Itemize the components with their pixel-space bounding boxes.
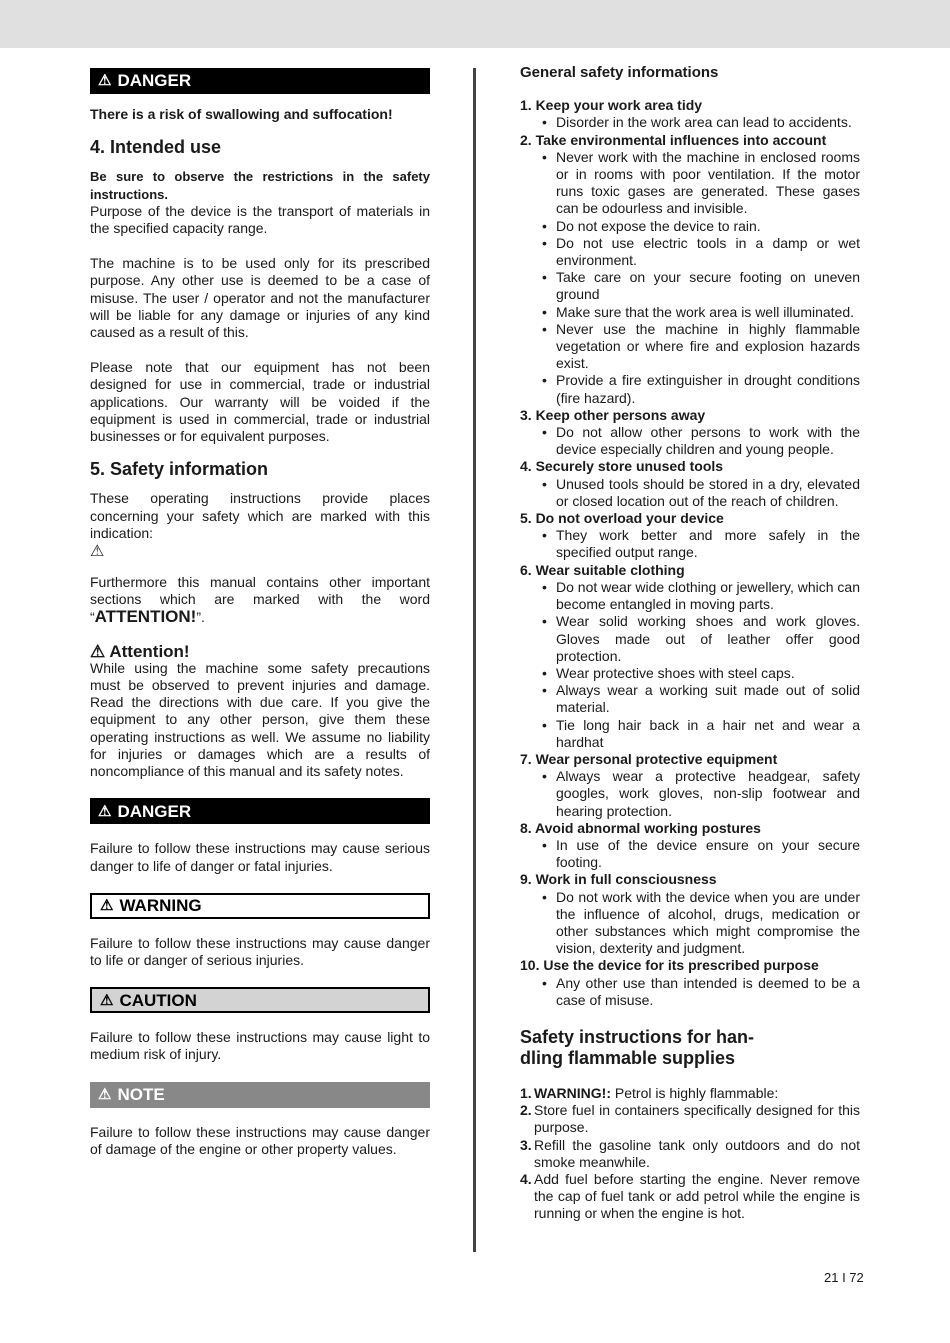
bullet-item: • Always wear a protective headgear, safety googles, work gloves, non-slip footwear and hearing protection. [556, 768, 860, 820]
warning-triangle-icon: ⚠ [98, 72, 112, 90]
bullet-item: • Never use the machine in highly flammable vegetation or where fire and explosion hazards exist. [556, 321, 860, 373]
bullet-item: • Do not allow other persons to work with the device especially children and young people. [556, 424, 860, 458]
danger-box [90, 798, 430, 824]
bullet-item: • They work better and more safely in the specified output range. [556, 527, 860, 561]
section-title-safety-information: 5. Safety information [90, 459, 269, 480]
bullet-item: • Do not wear wide clothing or jewellery, which can become entangled in moving parts. [556, 579, 860, 613]
note-description: Failure to follow these instructions may cause danger of damage of the engine or other property values. [90, 1123, 430, 1157]
list-item-title: 5. Do not overload your device [520, 510, 724, 527]
bullet-list [520, 889, 860, 958]
intended-paragraph-2: The machine is to be used only for its prescribed purpose. Any other use is deemed to be a case of misuse. The user / operator and not the manufacturer will be liable for any damage or injuries of any kind caused as a result of this. [90, 255, 430, 341]
danger-label: DANGER [117, 801, 192, 821]
bullet-list [520, 579, 860, 751]
bullet-item: • Unused tools should be stored in a dry, elevated or closed location out of the reach of children. [556, 476, 860, 510]
note-label: NOTE [117, 1084, 165, 1104]
caution-label: CAUTION [119, 990, 197, 1010]
warning-box [90, 893, 430, 919]
attention-heading: ⚠ Attention! [90, 641, 190, 661]
warning-triangle-icon: ⚠ [90, 543, 105, 561]
danger-label: DANGER [117, 71, 192, 91]
bullet-item: • Disorder in the work area can lead to accidents. [556, 114, 860, 131]
page-number: 21 I 72 [824, 1270, 864, 1285]
list-number: 1. [520, 1084, 532, 1101]
danger-box [90, 68, 430, 94]
bullet-item: • Take care on your secure footing on uneven ground [556, 269, 860, 303]
intended-paragraph-1: Purpose of the device is the transport of materials in the specified capacity range. [90, 202, 430, 237]
bullet-item: • Do not use electric tools in a damp or wet environment. [556, 235, 860, 269]
bullet-list [520, 114, 860, 131]
general-safety-list [520, 97, 860, 1009]
list-item-title: 10. Use the device for its prescribed purpose [520, 957, 819, 974]
caution-box [90, 987, 430, 1013]
list-number: 4. [520, 1170, 532, 1187]
danger-text: There is a risk of swallowing and suffocation! [90, 106, 393, 122]
right-column [520, 64, 860, 1223]
bullet-item: • Wear solid working shoes and work gloves. Gloves made out of leather offer good protection. [556, 613, 860, 665]
list-text: Add fuel before starting the engine. Never remove the cap of fuel tank or add petrol while the engine is running or when the engine is hot. [534, 1170, 860, 1222]
list-text: WARNING!: Petrol is highly flammable: [534, 1084, 779, 1101]
caution-description: Failure to follow these instructions may cause light to medium risk of injury. [90, 1029, 430, 1063]
flammable-list [520, 1085, 860, 1223]
bullet-item: • Never work with the machine in enclosed rooms or in rooms with poor ventilation. If the motor runs toxic gases are generated. These gases can be odourless and invisible. [556, 149, 860, 218]
list-item [520, 1137, 860, 1171]
safety-paragraph-1: These operating instructions provide places concerning your safety which are marked with this indication: [90, 490, 430, 541]
list-item [520, 1085, 860, 1102]
note-box [90, 1082, 430, 1108]
bullet-item: • In use of the device ensure on your secure footing. [556, 837, 860, 871]
top-header-bar [0, 0, 950, 48]
list-item [520, 1102, 860, 1136]
list-item [520, 1171, 860, 1223]
list-item-title: 3. Keep other persons away [520, 406, 706, 423]
list-text: Store fuel in containers specifically designed for this purpose. [534, 1102, 860, 1136]
warning-triangle-icon: ⚠ [98, 1085, 112, 1103]
list-item-title: 4. Securely store unused tools [520, 458, 724, 475]
bullet-list [520, 424, 860, 458]
bullet-item: • Wear protective shoes with steel caps. [556, 665, 860, 682]
bullet-list [520, 527, 860, 561]
danger-description: Failure to follow these instructions may cause serious danger to life of danger or fatal injuries. [90, 840, 430, 874]
column-divider [473, 68, 476, 1252]
bullet-item: • Always wear a working suit made out of solid material. [556, 682, 860, 716]
intended-note: Be sure to observe the restrictions in the safety instructions. [90, 169, 430, 202]
safety-paragraph-2: Furthermore this manual contains other important sections which are marked with the word “ATTENTION!”. [90, 574, 430, 627]
bullet-list [520, 837, 860, 871]
intended-paragraph-3: Please note that our equipment has not been designed for use in commercial, trade or industrial applications. Our warranty will be voided if the equipment is used in commercial, trade or industrial businesses or for equivalent purposes. [90, 359, 430, 445]
bullet-list [520, 975, 860, 1009]
bullet-list [520, 768, 860, 820]
list-item-title: 8. Avoid abnormal working postures [520, 819, 761, 836]
left-column [90, 68, 430, 1158]
warning-triangle-icon: ⚠ [98, 802, 112, 820]
bullet-item: • Provide a fire extinguisher in drought conditions (fire hazard). [556, 372, 860, 406]
warning-triangle-icon: ⚠ [90, 641, 106, 661]
bullet-item: • Do not work with the device when you are under the influence of alcohol, drugs, medication or other substances which might compromise the vision, dexterity and judgment. [556, 889, 860, 958]
attention-paragraph: While using the machine some safety precautions must be observed to prevent injuries and damage. Read the directions with due care. If you give the equipment to any other person, give them these operating instructions as well. We assume no liability for injuries or damages which are a results of noncompliance of this manual and its safety notes. [90, 659, 430, 780]
warning-label: WARNING [119, 896, 202, 916]
bullet-item: • Tie long hair back in a hair net and wear a hardhat [556, 717, 860, 751]
list-number: 3. [520, 1136, 532, 1153]
warning-triangle-icon: ⚠ [100, 991, 114, 1009]
bullet-list [520, 149, 860, 407]
list-item-title: 2. Take environmental influences into account [520, 131, 827, 148]
bullet-list [520, 476, 860, 510]
flammable-title: Safety instructions for han- dling flammable supplies [520, 1026, 755, 1068]
list-item-title: 6. Wear suitable clothing [520, 561, 685, 578]
list-item-title: 9. Work in full consciousness [520, 871, 717, 888]
section-title-intended-use: 4. Intended use [90, 137, 222, 158]
general-safety-title: General safety informations [520, 64, 719, 81]
list-item-title: 1. Keep your work area tidy [520, 97, 703, 114]
list-text: Refill the gasoline tank only outdoors and do not smoke meanwhile. [534, 1136, 860, 1170]
bullet-item: • Any other use than intended is deemed to be a case of misuse. [556, 975, 860, 1009]
warning-triangle-icon: ⚠ [100, 897, 114, 915]
warning-description: Failure to follow these instructions may cause danger to life or danger of serious injuries. [90, 934, 430, 968]
list-number: 2. [520, 1102, 532, 1119]
bullet-item: • Make sure that the work area is well illuminated. [556, 304, 860, 321]
list-item-title: 7. Wear personal protective equipment [520, 750, 778, 767]
bullet-item: • Do not expose the device to rain. [556, 218, 860, 235]
